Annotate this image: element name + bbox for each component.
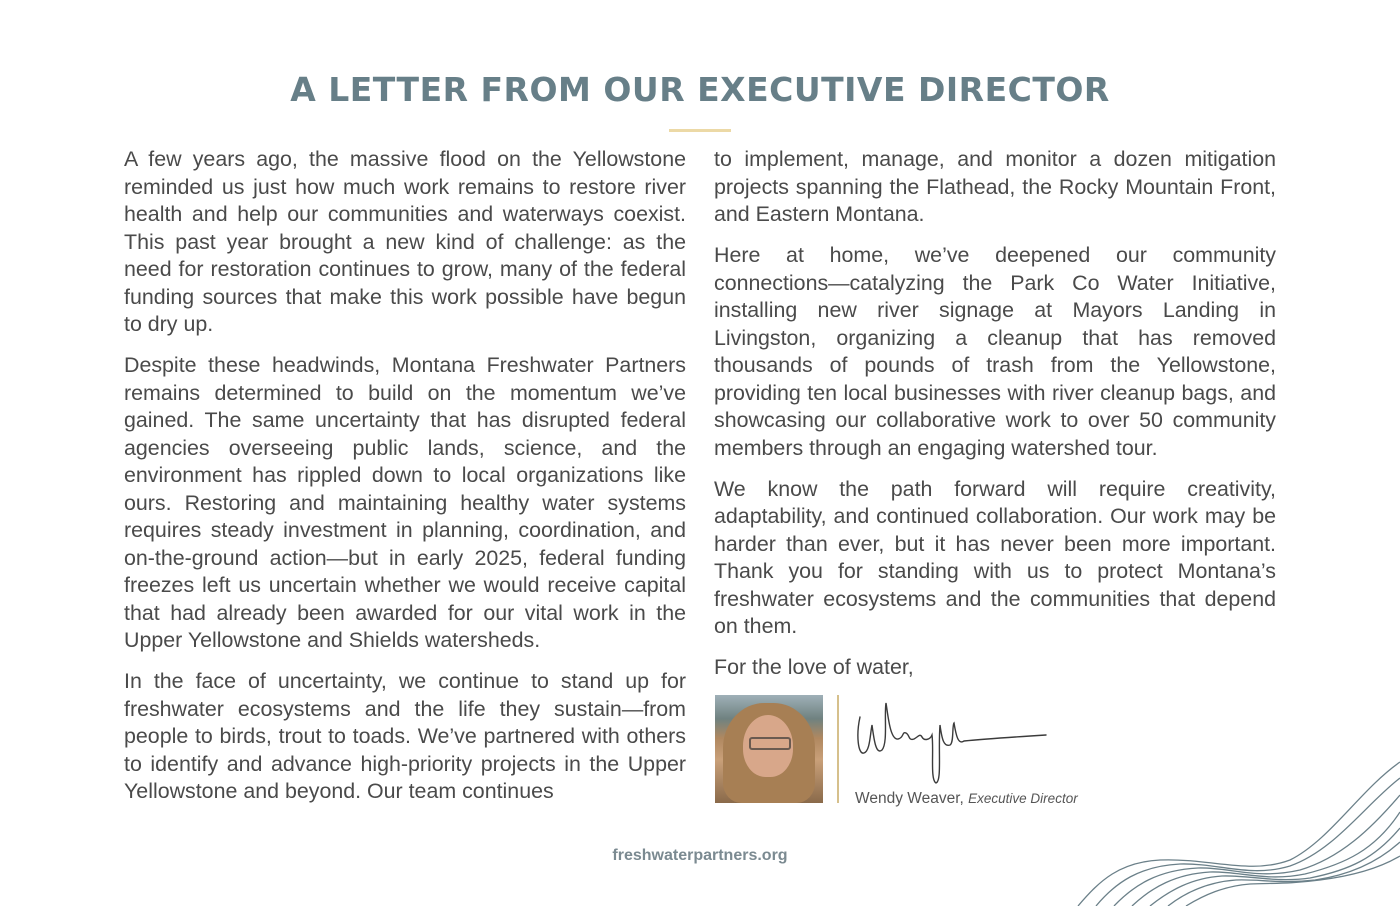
signer-title: Executive Director bbox=[968, 791, 1078, 806]
paragraph: We know the path forward will require creativity, adaptability, and continued collaboration. Our work may be harder than ever, but it has never been more important. Thank you for standing with us to protect Montana’s freshwater ecosystems and the communities that depend on them. bbox=[714, 476, 1276, 638]
handwritten-signature bbox=[854, 695, 1054, 785]
letter-left-column bbox=[124, 146, 686, 819]
paragraph: to implement, manage, and monitor a dozen mitigation projects spanning the Flathead, the Rocky Mountain Front, and Eastern Montana. bbox=[714, 147, 1276, 226]
closing-line: For the love of water, bbox=[714, 655, 914, 679]
paragraph: Despite these headwinds, Montana Freshwater Partners remains determined to build on the momentum we’ve gained. The same uncertainty that has disrupted federal agencies overseeing public lands, science, and the environment has rippled down to local organizations like ours. Restoring and maintaining healthy water systems requires steady investment in planning, coordination, and on-the-ground action—but in early 2025, federal funding freezes left us uncertain whether we would receive capital that had already been awarded for our vital work in the Upper Yellowstone and Shields watersheds. bbox=[124, 353, 686, 652]
website-footer: freshwaterpartners.org bbox=[612, 847, 788, 864]
decorative-waves bbox=[1060, 750, 1400, 906]
director-photo bbox=[715, 695, 823, 803]
paragraph: In the face of uncertainty, we continue to stand up for freshwater ecosystems and the life they sustain—from people to birds, trout to toads. We’ve partnered with others to identify and advance high-priority projects in the Upper Yellowstone and beyond. Our team continues bbox=[124, 669, 686, 803]
paragraph: Here at home, we’ve deepened our community connections—catalyzing the Park Co Water Initiative, installing new river signage at Mayors Landing in Livingston, organizing a cleanup that has removed thousands of pounds of trash from the Yellowstone, providing ten local businesses with river cleanup bags, and showcasing our collaborative work to over 50 community members through an engaging watershed tour. bbox=[714, 243, 1276, 460]
signer-line bbox=[855, 785, 1078, 813]
signature-divider bbox=[837, 695, 839, 803]
signer-name: Wendy Weaver, bbox=[855, 790, 964, 807]
letter-right-column bbox=[714, 146, 1276, 807]
page-title: A LETTER FROM OUR EXECUTIVE DIRECTOR bbox=[290, 70, 1110, 109]
title-divider bbox=[669, 129, 731, 132]
paragraph: A few years ago, the massive flood on the Yellowstone reminded us just how much work remains to restore river health and help our communities and waterways coexist. This past year brought a new kind of challenge: as the need for restoration continues to grow, many of the federal funding sources that make this work possible have begun to dry up. bbox=[124, 147, 686, 336]
